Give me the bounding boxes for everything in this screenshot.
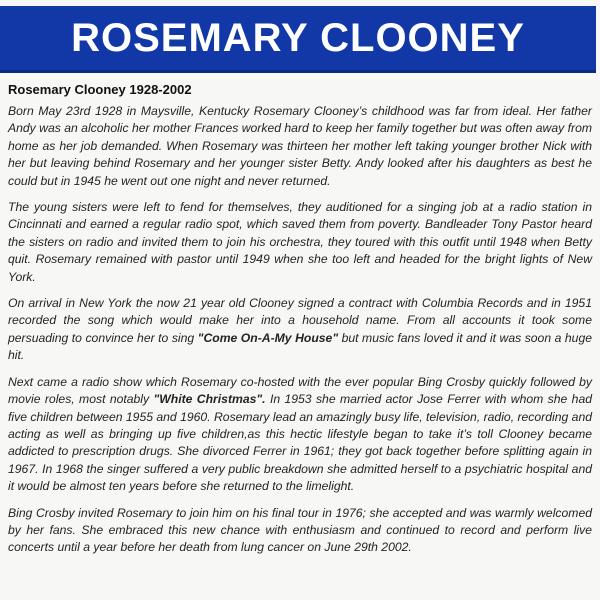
paragraph-text: In 1953 she married actor Jose Ferrer with whom she had five children between 1955 and 1960. Rosemary lead an amazingly busy life, television, radio, recording and acting as well as bringing up five children,as this hectic lifestyle began to take it’s toll Clooney became addicted to prescription drugs. She divorced Ferrer in 1961; they got back together before splitting again in 1967. In 1968 the singer suffered a very public breakdown she admitted herself to a psychiatric hospital and it would be almost ten years before she returned to the limelight.	[8, 392, 592, 494]
paragraph-early-career: The young sisters were left to fend for themselves, they auditioned for a singing job at a radio station in Cincinnati and earned a regular radio spot, which saved them from poverty. Bandleader Tony Pastor heard the sisters on radio and invited them to join his orchestra, they toured with this outfit until 1948 when Betty quit. Rosemary remained with pastor until 1949 when she too left and headed for the bright lights of New York.	[8, 200, 592, 284]
paragraph-text: but music fans loved it and it was soon a huge hit.	[8, 330, 592, 363]
paragraph-text: Next came a radio show which Rosemary co-hosted with the ever popular Bing Crosby quickly followed by movie roles, most notably	[8, 374, 592, 407]
biography-body	[8, 82, 592, 566]
paragraph-columbia-records	[8, 295, 592, 365]
paragraph-childhood: Born May 23rd 1928 in Maysville, Kentucky Rosemary Clooney’s childhood was far from ideal. Her father Andy was an alcoholic her mother Frances worked hard to keep her family together but was often away from home as her job demanded. When Rosemary was thirteen her mother left taking younger brother Nick with her but leaving behind Rosemary and her younger sister Betty. Andy looked after his daughters as best he could but in 1945 he went out one night and never returned.	[8, 104, 592, 188]
paragraph-fame	[8, 374, 592, 496]
movie-title: "White Christmas".	[153, 392, 266, 407]
page-title: ROSEMARY CLOONEY	[71, 15, 525, 60]
paragraph-text: On arrival in New York the now 21 year old Clooney signed a contract with Columbia Records and in 1951 recorded the song which would make her into a household name. From all accounts it took some persuading to convince her to sing	[8, 296, 592, 345]
song-title: "Come On-A-My House"	[197, 330, 339, 345]
paragraph-later-years: Bing Crosby invited Rosemary to join him on his final tour in 1976; she accepted and was warmly welcomed by her fans. She embraced this new chance with enthusiasm and continued to record and perform live concerts until a year before her death from lung cancer on June 29th 2002.	[8, 505, 592, 555]
title-banner	[0, 6, 596, 73]
section-heading: Rosemary Clooney 1928-2002	[8, 82, 192, 97]
